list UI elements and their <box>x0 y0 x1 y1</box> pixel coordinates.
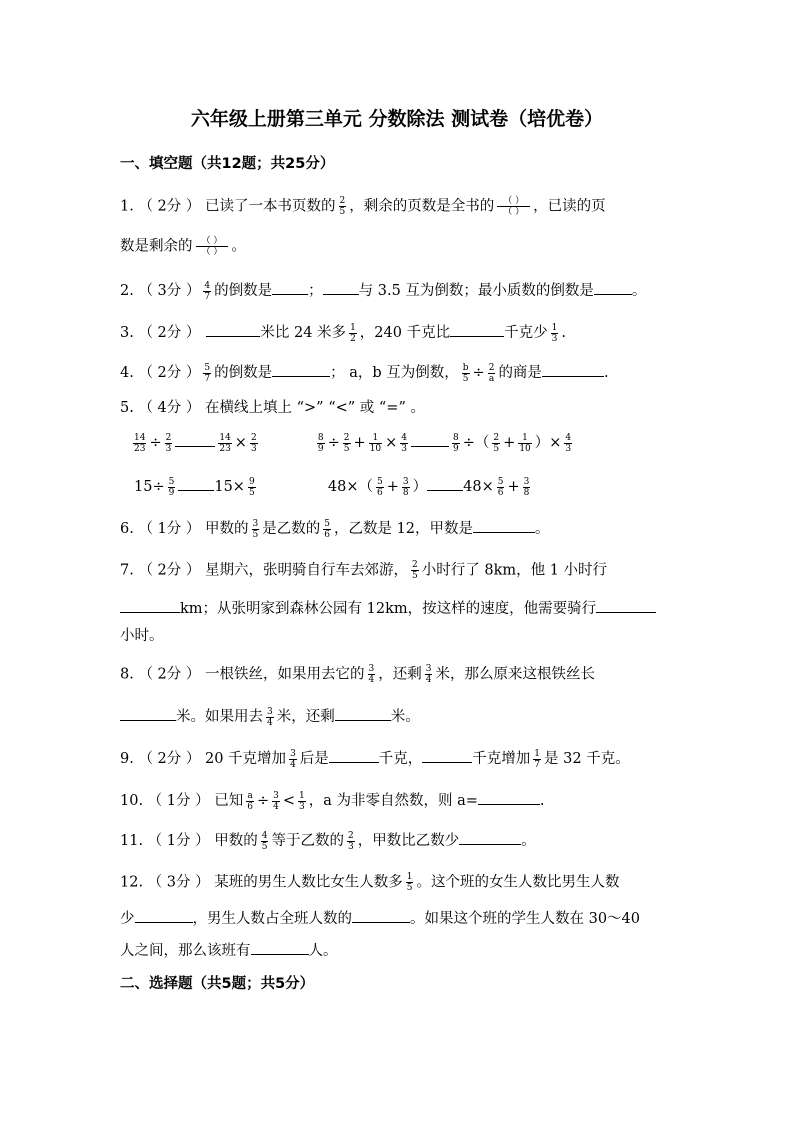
fraction: $\frac{3}{8}$ <box>402 476 409 498</box>
fraction: $\frac{4}{3}$ <box>401 432 408 454</box>
question-8-line-1: 8. （ 2分 ） 一根铁丝，如果用去它的 $\frac{3}{4}$ ，还剩 $\frac{3}{4}$ 米，那么原来这根铁丝长 <box>120 664 595 685</box>
fraction: $\frac{2}{5}$ <box>343 432 350 454</box>
fraction: $\frac{4}{3}$ <box>565 432 572 454</box>
answer-blank[interactable] <box>459 830 521 845</box>
answer-blank[interactable] <box>473 518 535 533</box>
question-12-line-2: 少 ，男生人数占全班人数的 。如果这个班的学生人数在 30～40 <box>120 908 640 929</box>
question-7-line-2: km；从张明家到森林公园有 12km，按这样的速度，他需要骑行 <box>120 598 656 619</box>
question-8-line-2: 米。如果用去 $\frac{3}{4}$ 米，还剩 米。 <box>120 706 420 728</box>
fraction: $\frac{3}{4}$ <box>425 664 432 685</box>
answer-blank[interactable] <box>352 908 410 923</box>
fraction: $\frac{2}{3}$ <box>347 830 354 852</box>
fraction: $\frac{5}{6}$ <box>324 518 330 540</box>
fraction: $\frac{4}{7}$ <box>204 280 211 302</box>
compare-blank[interactable] <box>178 476 214 491</box>
answer-blank[interactable] <box>422 748 472 763</box>
question-4: 4. （ 2分 ） $\frac{5}{7}$ 的倒数是 ； a，b 互为倒数， $\frac{b}{5}$ ÷ $\frac{2}{a}$ 的商是 . <box>120 362 609 384</box>
fraction: $\frac{5}{9}$ <box>168 476 175 498</box>
answer-fraction-blank[interactable]: $\frac{( )}{( )}$ <box>196 236 229 257</box>
fraction: $\frac{3}{4}$ <box>368 664 375 685</box>
answer-blank[interactable] <box>135 908 193 923</box>
question-10: 10. （ 1分 ） 已知 $\frac{a}{6}$ ÷ $\frac{3}{4}$ < $\frac{1}{3}$ ，a 为非零自然数，则 a= . <box>120 790 545 812</box>
answer-blank[interactable] <box>120 706 176 721</box>
fraction: $\frac{2}{5}$ <box>412 560 418 581</box>
answer-blank[interactable] <box>478 790 540 805</box>
answer-blank[interactable] <box>251 940 309 955</box>
fraction: $\frac{2}{3}$ <box>165 432 172 454</box>
question-5: 5. （ 4分 ） 在横线上填上 “>” “<” 或 “=” 。 <box>120 400 425 416</box>
answer-fraction-blank[interactable]: $\frac{( )}{( )}$ <box>497 196 530 217</box>
question-12-line-3: 人之间，那么该班有 人。 <box>120 940 338 961</box>
answer-blank[interactable] <box>542 362 604 377</box>
fraction: $\frac{2}{5}$ <box>339 196 346 217</box>
question-1-line-2: 数是剩余的 $\frac{( )}{( )}$ 。 <box>120 236 246 257</box>
fraction: $\frac{3}{4}$ <box>290 748 296 770</box>
fraction: $\frac{8}{9}$ <box>453 432 459 454</box>
fraction: $\frac{2}{5}$ <box>493 432 500 454</box>
fraction: $\frac{3}{8}$ <box>523 476 530 498</box>
compare-blank[interactable] <box>427 476 463 491</box>
answer-blank[interactable] <box>335 706 391 721</box>
fraction: $\frac{2}{a}$ <box>488 362 495 384</box>
question-2: 2. （ 3分 ） $\frac{4}{7}$ 的倒数是 ； 与 3.5 互为倒数；最小质数的倒数是 。 <box>120 280 647 302</box>
fraction: $\frac{1}{2}$ <box>350 322 356 344</box>
question-6: 6. （ 1分 ） 甲数的 $\frac{3}{5}$ 是乙数的 $\frac{5}{6}$ ，乙数是 12，甲数是 。 <box>120 518 550 540</box>
section-heading-multiple-choice: 二、选择题（共5题；共5分） <box>120 976 315 992</box>
fraction: $\frac{1}{3}$ <box>551 322 558 344</box>
fraction: $\frac{1}{3}$ <box>299 790 305 812</box>
answer-blank[interactable] <box>596 598 656 613</box>
answer-blank[interactable] <box>272 362 330 377</box>
question-12-line-1: 12. （ 3分 ） 某班的男生人数比女生人数多 $\frac{1}{5}$ 。这个班的女生人数比男生人数 <box>120 872 620 893</box>
section-heading-fill-blank: 一、填空题（共12题；共25分） <box>120 156 335 172</box>
page-title: 六年级上册第三单元 分数除法 测试卷（培优卷） <box>190 108 604 130</box>
fraction: $\frac{2}{3}$ <box>250 432 257 454</box>
fraction: $\frac{1}{10}$ <box>369 432 382 454</box>
question-7-line-1: 7. （ 2分 ） 星期六，张明骑自行车去郊游， $\frac{2}{5}$ 小时行了 8km，他 1 小时行 <box>120 560 608 581</box>
answer-blank[interactable] <box>206 322 260 337</box>
answer-blank[interactable] <box>329 748 379 763</box>
fraction: $\frac{a}{6}$ <box>247 790 253 812</box>
answer-blank[interactable] <box>594 280 632 295</box>
answer-blank[interactable] <box>120 598 180 613</box>
fraction: $\frac{5}{6}$ <box>377 476 383 498</box>
question-11: 11. （ 1分 ） 甲数的 $\frac{4}{5}$ 等于乙数的 $\frac{2}{3}$ ，甲数比乙数少 。 <box>120 830 536 852</box>
fraction: $\frac{5}{7}$ <box>204 362 211 384</box>
question-7-line-3: 小时。 <box>120 628 164 644</box>
fraction: $\frac{1}{10}$ <box>519 432 531 454</box>
fraction: $\frac{3}{4}$ <box>267 706 273 728</box>
fraction: $\frac{4}{5}$ <box>261 830 268 852</box>
answer-blank[interactable] <box>323 280 359 295</box>
compare-blank[interactable] <box>175 432 215 447</box>
answer-blank[interactable] <box>272 280 308 295</box>
fraction: $\frac{1}{7}$ <box>534 748 541 770</box>
question-5-row-1: $\frac{14}{23}$ ÷ $\frac{2}{3}$ $\frac{14}{23}$ × $\frac{2}{3}$ $\frac{8}{9}$ ÷ $\frac{2}{5}$ + $\frac{1}{10}$ × $\frac{4}{3}$ $\frac{8}{9}$ ÷（ $\frac{2}{5}$ + $\frac{1}{10}$ ）× $\frac{4}{3}$ <box>134 432 572 454</box>
compare-blank[interactable] <box>411 432 449 447</box>
fraction: $\frac{8}{9}$ <box>317 432 324 454</box>
question-1-line-1: 1. （ 2分 ） 已读了一本书页数的 $\frac{2}{5}$ ，剩余的页数是全书的 $\frac{( )}{( )}$ ，已读的页 <box>120 196 606 217</box>
question-9: 9. （ 2分 ） 20 千克增加 $\frac{3}{4}$ 后是 千克， 千克增加 $\frac{1}{7}$ 是 32 千克。 <box>120 748 630 770</box>
fraction: $\frac{b}{5}$ <box>462 362 469 384</box>
answer-blank[interactable] <box>450 322 504 337</box>
question-5-row-2: 15÷ $\frac{5}{9}$ 15× $\frac{9}{5}$ 48×（ $\frac{5}{6}$ + $\frac{3}{8}$ ） 48× $\frac{5}{6}$ + $\frac{3}{8}$ <box>134 476 530 498</box>
fraction: $\frac{9}{5}$ <box>248 476 255 498</box>
fraction: $\frac{3}{4}$ <box>273 790 279 812</box>
question-3: 3. （ 2分 ） 米比 24 米多 $\frac{1}{2}$ ，240 千克比 千克少 $\frac{1}{3}$ . <box>120 322 566 344</box>
fraction: $\frac{14}{23}$ <box>134 432 146 454</box>
fraction: $\frac{5}{6}$ <box>497 476 504 498</box>
fraction: $\frac{14}{23}$ <box>219 432 231 454</box>
fraction: $\frac{3}{5}$ <box>252 518 259 540</box>
fraction: $\frac{1}{5}$ <box>406 872 413 893</box>
